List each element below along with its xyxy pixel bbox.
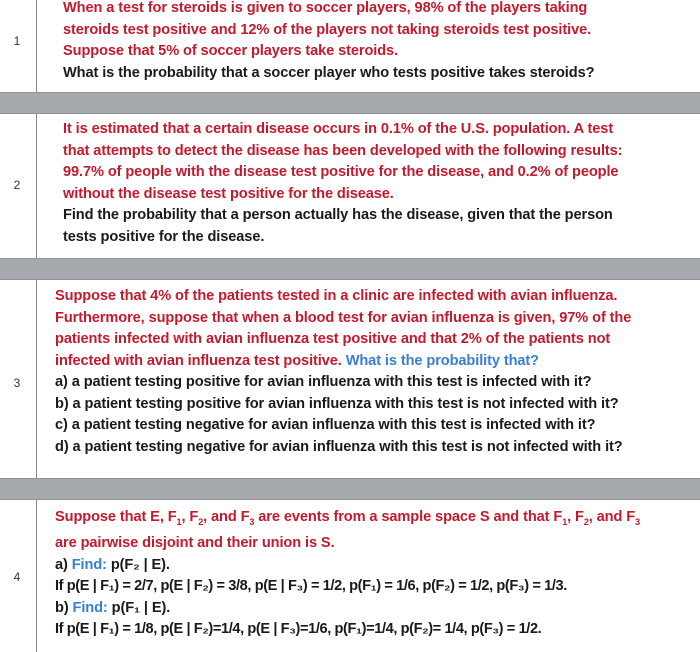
subquestion-a: a) Find: p(F₂ | E). <box>55 556 170 573</box>
question-line: 99.7% of people with the disease test positive for the disease, and 0.2% of people <box>63 164 619 180</box>
question-line: When a test for steroids is given to soccer players, 98% of the players taking <box>63 0 588 16</box>
subquestion-b: b) Find: p(F₁ | E). <box>55 599 171 616</box>
question-row-1 <box>0 0 700 92</box>
question-number: 2 <box>13 178 21 192</box>
question-line: infected with avian influenza test positive. What is the probability that? <box>55 352 539 369</box>
question-text <box>63 119 694 248</box>
question-number: 3 <box>13 376 21 390</box>
question-line: It is estimated that a certain disease occurs in 0.1% of the U.S. population. A test <box>63 121 614 137</box>
question-prompt: Find the probability that a person actually has the disease, given that the person <box>63 207 613 223</box>
question-line: that attempts to detect the disease has been developed with the following results: <box>63 142 623 159</box>
question-number: 1 <box>13 34 21 48</box>
question-prompt: tests positive for the disease. <box>63 228 265 245</box>
question-line: Suppose that 5% of soccer players take steroids. <box>63 43 399 59</box>
question-row-4 <box>0 500 700 652</box>
question-number: 4 <box>13 570 21 584</box>
question-prompt: What is the probability that a soccer player who tests positive takes steroids? <box>63 64 595 81</box>
question-line: steroids test positive and 12% of the players not taking steroids test positive. <box>63 21 592 38</box>
question-line: Suppose that 4% of the patients tested in a clinic are infected with avian influenza. <box>55 288 618 304</box>
subquestion-c: c) a patient testing negative for avian influenza with this test is infected with it? <box>55 417 596 433</box>
question-text <box>55 507 694 641</box>
question-row-3 <box>0 280 700 478</box>
question-text <box>63 0 694 84</box>
question-line: Furthermore, suppose that when a blood test for avian influenza is given, 97% of the <box>55 309 632 326</box>
subquestion-a: a) a patient testing positive for avian influenza with this test is infected with it? <box>55 374 592 390</box>
subquestion-b-given: If p(E | F₁) = 1/8, p(E | F₂)=1/4, p(E | F₃)=1/6, p(F₁)=1/4, p(F₂)= 1/4, p(F₃) = 1/2. <box>55 621 542 638</box>
subquestion-d: d) a patient testing negative for avian influenza with this test is not infected with it? <box>55 438 623 455</box>
question-text <box>55 286 694 458</box>
question-line: patients infected with avian influenza test positive and that 2% of the patients not <box>55 331 611 347</box>
question-line: are pairwise disjoint and their union is S. <box>55 535 335 552</box>
subquestion-a-given: If p(E | F₁) = 2/7, p(E | F₂) = 3/8, p(E | F₃) = 1/2, p(F₁) = 1/6, p(F₂) = 1/2, p(F₃) = 1/3. <box>55 578 567 595</box>
row-separator <box>0 478 700 500</box>
subquestion-b: b) a patient testing positive for avian influenza with this test is not infected with it? <box>55 395 619 412</box>
row-separator <box>0 92 700 114</box>
question-line: without the disease test positive for the disease. <box>63 185 394 202</box>
row-separator <box>0 258 700 280</box>
question-line: Suppose that E, $F_1$, $F_2$, and $F_3$ are events from a sample space S and that $F_1$, $F_2$, and $F_3$ <box>55 509 640 527</box>
question-row-2 <box>0 114 700 258</box>
